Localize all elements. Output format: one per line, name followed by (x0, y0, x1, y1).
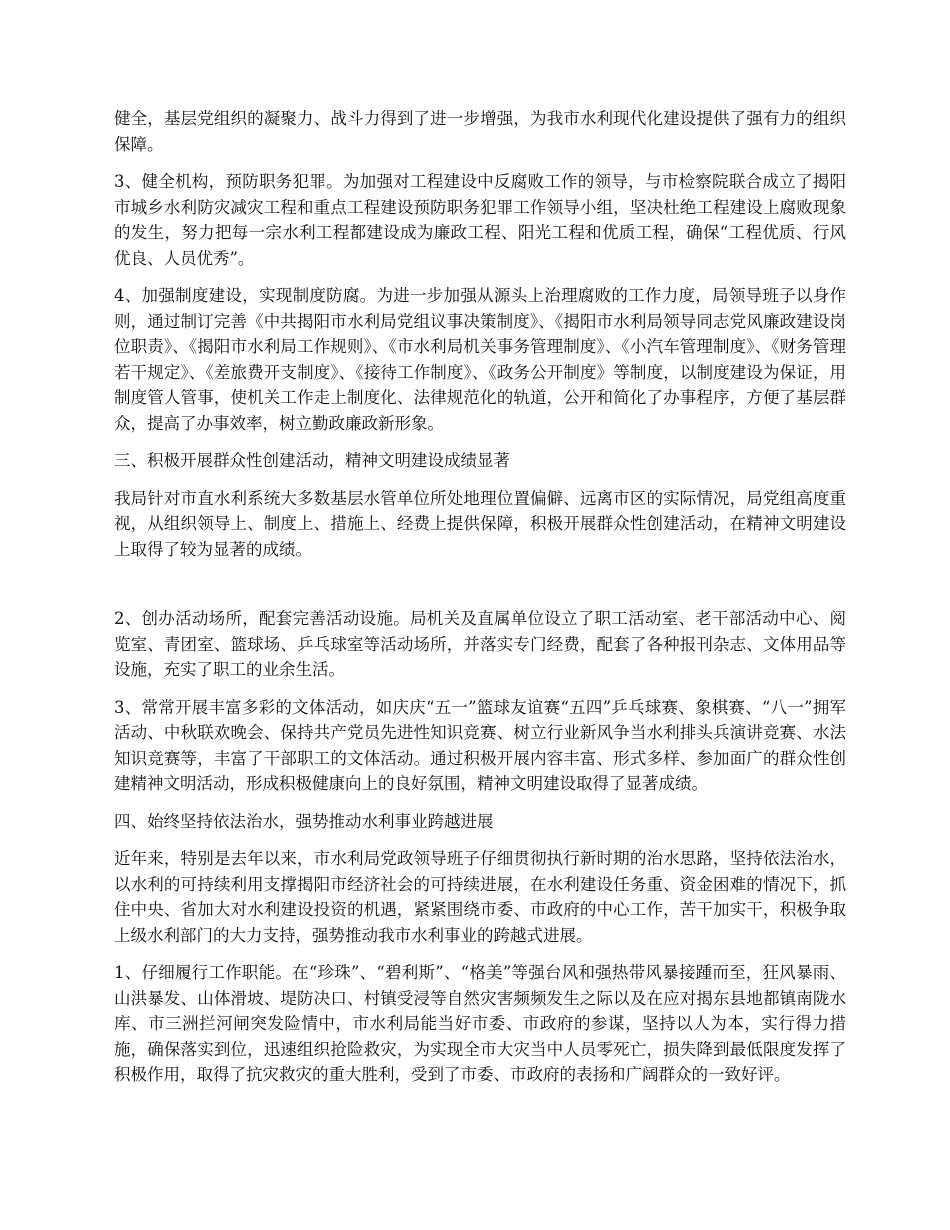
paragraph-system-building: 4、加强制度建设，实现制度防腐。为进一步加强从源头上治理腐败的工作力度，局领导班子以身作则，通过制订完善《中共揭阳市水利局党组议事决策制度》、《揭阳市水利局领导同志党风廉政建设岗位职责》、《揭阳市水利局工作规则》、《市水利局机关事务管理制度》、《小汽车管理制度》、《财务管理若干规定》、《差旅费开支制度》、《接待工作制度》、《政务公开制度》等制度，以制度建设为保证，用制度管人管事，使机关工作走上制度化、法律规范化的轨道，公开和简化了办事程序，方便了基层群众，提高了办事效率，树立勤政廉政新形象。 (114, 286, 846, 433)
paragraph-party-organization: 健全，基层党组织的凝聚力、战斗力得到了进一步增强，为我市水利现代化建设提供了强有力的组织保障。 (114, 109, 846, 154)
section-heading-4: 四、始终坚持依法治水，强势推动水利事业跨越进展 (114, 811, 494, 831)
document-body (114, 106, 846, 1100)
paragraph-mass-activities: 我局针对市直水利系统大多数基层水管单位所处地理位置偏僻、远离市区的实际情况，局党组高度重视，从组织领导上、制度上、措施上、经费上提供保障，积极开展群众性创建活动，在精神文明建设上取得了较为显著的成绩。 (114, 488, 846, 559)
paragraph-duties: 1、仔细履行工作职能。在“珍珠”、“碧利斯”、“格美”等强台风和强热带风暴接踵而至，狂风暴雨、山洪暴发、山体滑坡、堤防决口、村镇受浸等自然灾害频频发生之际以及在应对揭东县地都镇南陇水库、市三洲拦河闸突发险情中，市水利局能当好市委、市政府的参谋，坚持以人为本，实行得力措施，确保落实到位，迅速组织抢险救灾，为实现全市大灾当中人员零死亡，损失降到最低限度发挥了积极作用，取得了抗灾救灾的重大胜利，受到了市委、市政府的表扬和广阔群众的一致好评。 (114, 963, 846, 1084)
blank-gap (114, 574, 846, 606)
paragraph-rule-of-law: 近年来，特别是去年以来，市水利局党政领导班子仔细贯彻执行新时期的治水思路，坚持依法治水，以水利的可持续利用支撑揭阳市经济社会的可持续进展，在水利建设任务重、资金困难的情况下，抓住中央、省加大对水利建设投资的机遇，紧紧围绕市委、市政府的中心工作，苦干加实干，积极争取上级水利部门的大力支持，强势推动我市水利事业的跨越式进展。 (114, 849, 846, 945)
paragraph-institution: 3、健全机构，预防职务犯罪。为加强对工程建设中反腐败工作的领导，与市检察院联合成立了揭阳市城乡水利防灾减灾工程和重点工程建设预防职务犯罪工作领导小组，坚决杜绝工程建设上腐败现象的发生，努力把每一宗水利工程都建设成为廉政工程、阳光工程和优质工程，确保“工程优质、行风优良、人员优秀”。 (114, 172, 846, 268)
section-heading-3: 三、积极开展群众性创建活动，精神文明建设成绩显著 (114, 451, 510, 470)
paragraph-cultural-activities: 3、常常开展丰富多彩的文体活动，如庆庆“五一”篮球友谊赛“五四”乒乓球赛、象棋赛、“八一”拥军活动、中秋联欢晚会、保持共产党员先进性知识竞赛、树立行业新风争当水利排头兵演讲竞赛、水法知识竞赛等，丰富了干部职工的文体活动。通过积极开展内容丰富、形式多样、参加面广的群众性创建精神文明活动，形成积极健康向上的良好氛围，精神文明建设取得了显著成绩。 (114, 697, 846, 793)
paragraph-activity-venues: 2、创办活动场所，配套完善活动设施。局机关及直属单位设立了职工活动室、老干部活动中心、阅览室、青团室、篮球场、乒乓球室等活动场所，并落实专门经费，配套了各种报刊杂志、文体用品等设施，充实了职工的业余生活。 (114, 609, 846, 679)
